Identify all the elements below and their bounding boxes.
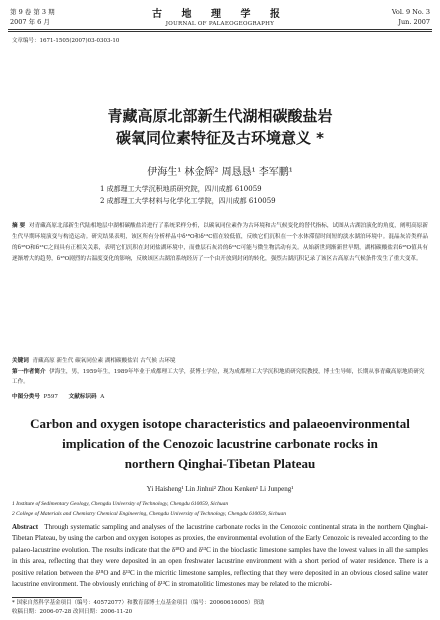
keywords-cn-label: 关键词	[12, 358, 29, 364]
title-cn-line-2: 碳氧同位素特征及古环境意义 *	[115, 129, 325, 147]
abstract-cn	[12, 221, 428, 265]
author-bio-cn	[12, 367, 428, 387]
authors-cn: 伊海生¹ 林金辉² 周恳恳¹ 李军鹏¹	[147, 167, 293, 178]
author-bio-cn-text: 伊海生，男，1959年生，1989年毕业于成都理工大学，获博士学位，现为成都理工大学沉积地质研究院教授，博士生导师，长期从事青藏高原地质研究工作。	[12, 369, 425, 385]
affiliations-cn	[100, 183, 276, 207]
doc-code-value: A	[100, 394, 105, 400]
journal-name-cn: 古 地 理 学 报	[152, 9, 288, 20]
abstract-cn-text: 对青藏高原北部新生代陆相地层中湖相碳酸盐岩进行了系统采样分析，以碳氧同位素作为古环境和古气候变化的替代指标，试图从古湖泊演化的角度，阐明高原新生代早期环境演变与构造运动。研究结果表明，该区所有分析样品中δ¹⁸O和δ¹³C值在较低值，反映它们沉积在一个水体滞留时间短的淡水湖泊环境中。混晶灰岩类样品的δ¹⁸O和δ¹³C之间具有正相关关系，表明它们沉积在封闭盐湖环境中，而叠层石灰岩的δ¹³C可能与微生物活动有关。从始新世到渐新世早期，湖相碳酸盐岩δ¹⁸O值具有逐渐增大的趋势，δ¹⁸O剧烈的古温度变化的影响，反映该区古湖泊系统经历了一个由开放到封闭的转化，强烈古湖沉积记录了该区古高原古气候条件发生了重大变革。	[12, 223, 429, 262]
title-cn-line-1: 青藏高原北部新生代湖相碳酸盐岩	[107, 107, 333, 125]
authors-en: Yi Haisheng¹ Lin Jinhui² Zhou Kenken¹ Li Junpeng¹	[146, 485, 294, 493]
abstract-en-label: Abstract	[12, 523, 39, 531]
volume-issue-cn: 第 9 卷 第 3 期	[10, 8, 55, 16]
abstract-cn-label: 摘 要	[12, 223, 26, 229]
keywords-cn-text: 青藏高原 新生代 碳氧同位素 湖相碳酸盐岩 古气候 古环境	[32, 358, 176, 364]
affiliation-cn-2: 2 成都理工大学材料与化学化工学院，四川成都 610059	[100, 197, 276, 205]
header-rule	[8, 29, 432, 30]
classification	[12, 392, 428, 402]
clc-value: P597	[43, 394, 58, 400]
journal-masthead	[0, 5, 440, 27]
title-en-line-3: northern Qinghai-Tibetan Plateau	[124, 456, 316, 471]
article-id: 文章编号：1671-1505(2007)03-0303-10	[12, 38, 120, 44]
volume-issue-en: Vol. 9 No. 3	[391, 8, 430, 16]
affiliation-en-1: 1 Institute of Sedimentary Geology, Chengdu University of Technology, Chengdu 610059, Sichuan	[12, 501, 229, 507]
header-rule-thin	[8, 31, 432, 32]
title-en-line-1: Carbon and oxygen isotope characteristics and palaeoenvironmental	[30, 416, 410, 431]
footnotes	[12, 599, 428, 617]
abstract-en-text: Through systematic sampling and analyses of the lacustrine carbonate rocks in the Cenozoic continental strata in the northern Qinghai-Tibetan Plateau, by using the carbon and oxygen isotopes as proxies, the environmental evolution of the Early Cenozoic is revealed according to the palaeo-lacustrine evolution. The results indicate that the δ¹⁸O and δ¹³C in the bioclastic limestone samples have the lowest values in all the samples in this area, reflecting that they were deposited in an open freshwater lacustrine environment with a short period of water residence. There is a positive relation between the δ¹⁸O and δ¹³C in the micritic limestone samples, reflecting that they were deposited in an obvious closed saline water lacustrine environment. The obviously enriching of δ¹³C in stromatolitic limestones may be related to the microbi-	[12, 523, 429, 589]
footnote-rule	[12, 597, 82, 598]
author-bio-cn-label: 第一作者简介	[12, 369, 46, 375]
footnote-dates: 收稿日期：2006-07-28 改回日期：2006-11-20	[12, 609, 133, 615]
keywords-cn	[12, 356, 428, 366]
doc-code-label: 文献标识码	[68, 394, 97, 400]
header-volume-en	[392, 7, 430, 27]
affiliation-en-2: 2 College of Materials and Chemistry Chemical Engineering, Chengdu University of Technology, Chengdu 610059, Sichuan	[12, 511, 287, 517]
date-en: Jun. 2007	[398, 18, 430, 26]
footnote-funding: * 国家自然科学基金项目（编号：40572077）和教育部博士点基金项目（编号：20060616005）资助	[12, 600, 265, 606]
affiliations-en	[12, 499, 432, 519]
abstract-en	[12, 522, 428, 590]
affiliation-cn-1: 1 成都理工大学沉积地质研究院，四川成都 610059	[100, 185, 262, 193]
clc-label: 中图分类号	[12, 394, 40, 400]
journal-name-en: JOURNAL OF PALAEOGEOGRAPHY	[165, 21, 275, 27]
title-en-line-2: implication of the Cenozoic lacustrine carbonate rocks in	[62, 436, 378, 451]
date-cn: 2007 年 6 月	[10, 18, 50, 26]
